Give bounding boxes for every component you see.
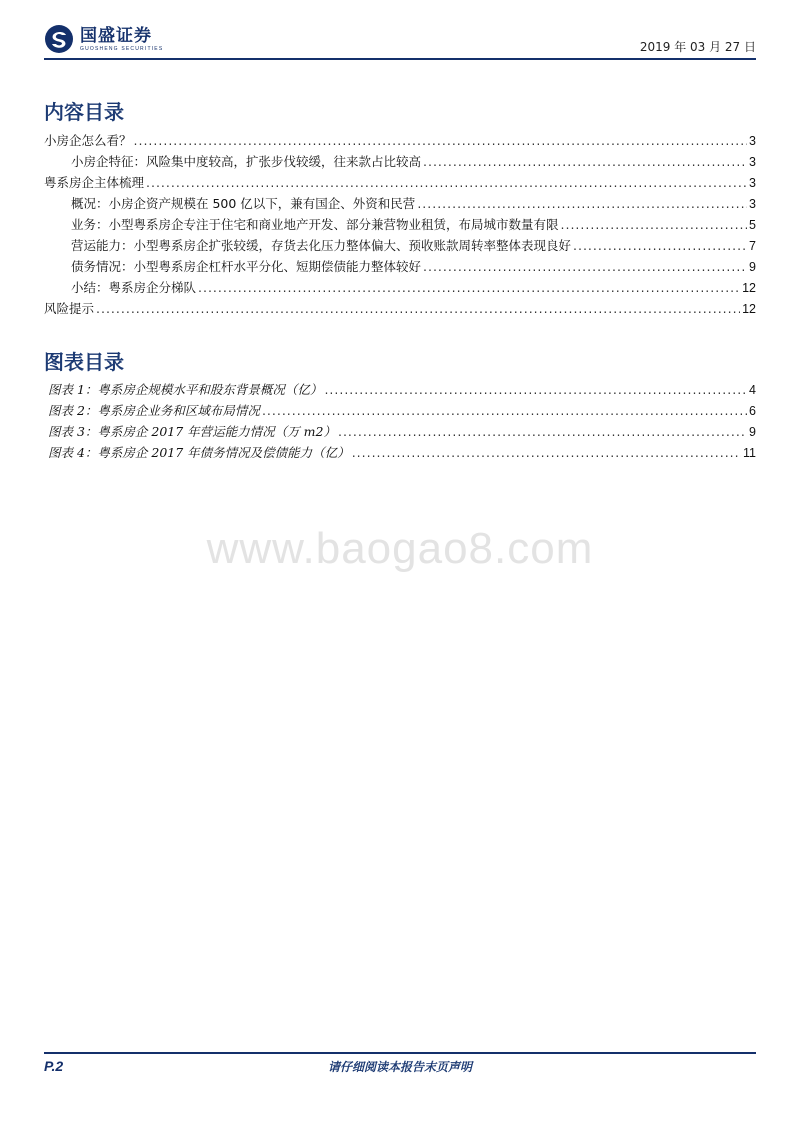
dot-leader [573,238,747,253]
toc-entry-page: 3 [749,134,756,148]
dot-leader [324,382,747,397]
dot-leader [198,280,740,295]
toc-entry-page: 12 [742,302,756,316]
toc-entry[interactable] [44,380,756,401]
toc-entry[interactable] [44,173,756,194]
dot-leader [146,175,747,190]
page-number: P.2 [44,1058,64,1074]
toc-entry[interactable] [44,422,756,443]
toc-entry-label: 小房企特征：风险集中度较高，扩张步伐较缓，往来款占比较高 [71,154,422,169]
toc-entry[interactable] [44,401,756,422]
toc-entry-page: 3 [749,176,756,190]
toc-entry-label: 图表 1：粤系房企规模水平和股东背景概况（亿） [48,382,323,397]
toc-entry-page: 9 [749,260,756,274]
header-divider [44,58,756,60]
guosheng-logo-icon [44,24,74,54]
company-logo [44,24,163,54]
toc-entry[interactable] [44,194,756,215]
toc-entry-label: 图表 4：粤系房企 2017 年债务情况及偿债能力（亿） [48,445,350,460]
toc-entry[interactable] [44,257,756,278]
dot-leader [423,154,747,169]
toc-entry[interactable] [44,215,756,236]
toc-entry-label: 粤系房企主体梳理 [44,175,145,190]
toc-list [44,131,756,320]
toc-entry-page: 11 [743,446,756,460]
dot-leader [96,301,740,316]
toc-entry-page: 6 [749,404,756,418]
page-header [44,22,756,62]
toc-title: 内容目录 [44,100,124,124]
dot-leader [423,259,747,274]
dot-leader [561,217,748,232]
logo-text-cn: 国盛证券 [80,25,152,46]
toc-entry-label: 风险提示 [44,301,95,316]
toc-entry-page: 7 [749,239,756,253]
toc-entry-page: 4 [749,383,756,397]
toc-entry[interactable] [44,278,756,299]
dot-leader [262,403,747,418]
toc-entry-label: 图表 3：粤系房企 2017 年营运能力情况（万 m2） [48,424,336,439]
toc-entry[interactable] [44,299,756,320]
dot-leader [417,196,747,211]
disclaimer-note: 请仔细阅读本报告末页声明 [327,1060,472,1074]
footer-divider [44,1052,756,1054]
toc-entry-label: 概况：小房企资产规模在 500 亿以下，兼有国企、外资和民营 [71,196,416,211]
dot-leader [134,133,748,148]
logo-text-en: GUOSHENG SECURITIES [80,45,164,52]
toc-entry-label: 业务：小型粤系房企专注于住宅和商业地产开发、部分兼营物业租赁，布局城市数量有限 [71,217,559,232]
report-date: 2019 年 03 月 27 日 [639,40,756,54]
toc-entry-page: 3 [749,155,756,169]
toc-entry[interactable] [44,131,756,152]
toc-entry-page: 12 [742,281,756,295]
toc-entry[interactable] [44,443,756,464]
toc-entry-page: 9 [749,425,756,439]
toc-entry-page: 3 [749,197,756,211]
toc-entry-label: 小房企怎么看？ [44,133,132,148]
toc-entry-label: 债务情况：小型粤系房企杠杆水平分化、短期偿债能力整体较好 [71,259,422,274]
dot-leader [352,445,741,460]
dot-leader [338,424,747,439]
toc-entry-page: 5 [749,218,756,232]
figures-title: 图表目录 [44,350,124,374]
toc-entry-label: 图表 2：粤系房企业务和区域布局情况 [48,403,260,418]
toc-entry[interactable] [44,152,756,173]
watermark: www.baogao8.com [206,524,594,573]
figures-list [44,380,756,464]
toc-entry[interactable] [44,236,756,257]
toc-entry-label: 小结：粤系房企分梯队 [71,280,197,295]
toc-entry-label: 营运能力：小型粤系房企扩张较缓，存货去化压力整体偏大、预收账款周转率整体表现良好 [71,238,572,253]
